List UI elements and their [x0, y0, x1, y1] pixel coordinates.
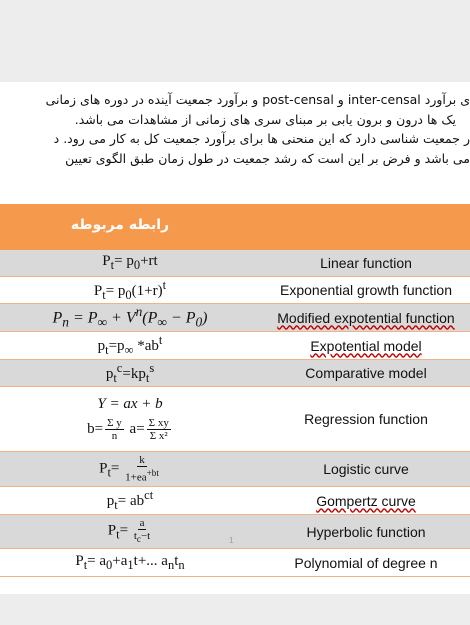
name-cell: Hyperbolic function — [306, 523, 426, 540]
name-cell: Gompertz curve — [316, 492, 416, 509]
formula-cell: $p_t^c=kp_t^s$ — [105, 360, 155, 385]
table-header — [0, 204, 470, 250]
formula-cell: $p_t= ab^{ct}$ — [106, 488, 154, 512]
formula-cell: $P_t=$ $\frac{k}{1+ea^{+bt}}$ — [99, 454, 159, 484]
table-row — [0, 332, 470, 360]
window-bottom-background — [0, 594, 470, 625]
window-top-background — [0, 0, 470, 82]
name-cell: Exponential growth function — [280, 282, 452, 298]
name-cell: Comparative model — [305, 365, 427, 381]
table-row — [0, 304, 470, 332]
table-row — [0, 250, 470, 277]
formula-cell: $P_t= p_0+rt$ — [102, 253, 158, 272]
page-number: 1 — [229, 536, 234, 545]
name-cell: Linear function — [320, 255, 412, 271]
paragraph-line: می باشد و فرض بر این است که رشد جمعیت در طول زمان طبق الگوی تعیین — [65, 150, 470, 166]
formula-table — [0, 250, 470, 577]
name-cell: Modified expotential function — [277, 309, 455, 326]
table-row — [0, 452, 470, 487]
table-row — [0, 277, 470, 304]
body-paragraph — [0, 90, 470, 168]
formula-cell: $P_t=$ $\frac{a}{t_c-t}$ — [107, 517, 151, 545]
table-row — [0, 360, 470, 387]
paragraph-line: ی برآورد inter-censal و post-censal و برآورد جمعیت آینده در دوره های زمانی — [45, 92, 470, 107]
formula-cell: $p_t=p_\infty$ $*ab^t$ — [97, 333, 163, 357]
paragraph-line: یک ها درون و برون یابی بر مبنای سری های زمانی از مشاهدات می باشد. — [74, 111, 456, 127]
name-cell: Logistic curve — [323, 461, 409, 477]
name-cell: Polynomial of degree n — [294, 554, 438, 571]
formula-cell: $P_t= p_0(1+r)^t$ — [93, 277, 167, 302]
name-cell: Expotential model — [310, 337, 422, 354]
formula-cell: $P_t= a_0+a_1t+$... $a_nt_n$ — [75, 552, 185, 572]
formula-cell: Y = ax + b b= $\frac{\text{Σ y}}{n}$ a= $\frac{\text{Σ xy}}{\text{Σ x²}}$ — [87, 396, 169, 442]
formula-cell: $P_n = P_\infty + V^n(P_\infty - P_0)$ — [52, 304, 208, 330]
name-cell: Regression function — [304, 411, 428, 427]
document-page — [0, 82, 470, 594]
table-row — [0, 515, 470, 549]
paragraph-line: ر جمعیت شناسی دارد که این منحنی ها برای برآورد جمعیت کل به کار می رود. د — [53, 131, 470, 146]
table-row — [0, 549, 470, 577]
table-row — [0, 387, 470, 452]
header-formula-label: رابطه مربوطه — [70, 217, 170, 233]
table-row — [0, 487, 470, 515]
